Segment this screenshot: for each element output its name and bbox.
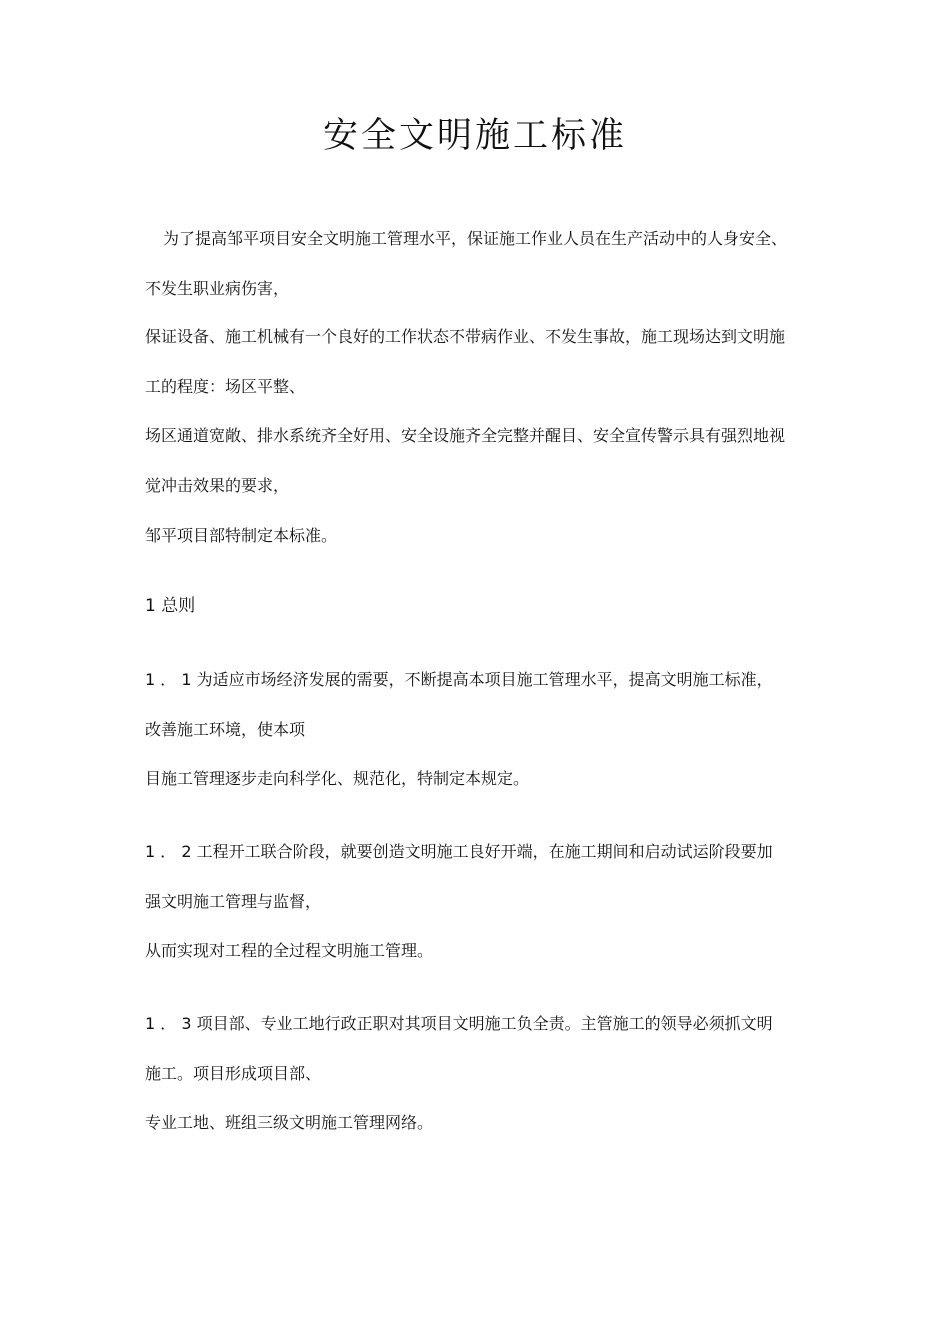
clause-1-1-line-1: 1 ． 1 为适应市场经济发展的需要，不断提高本项目施工管理水平，提高文明施工标准， <box>145 670 773 689</box>
intro-line-3: 保证设备、施工机械有一个良好的工作状态不带病作业、不发生事故，施工现场达到文明施 <box>145 327 786 346</box>
intro-line-2: 不发生职业病伤害， <box>145 279 290 298</box>
clause-1-2-line-1: 1 ． 2 工程开工联合阶段，就要创造文明施工良好开端，在施工期间和启动试运阶段要加 <box>145 842 773 861</box>
intro-line-6: 觉冲击效果的要求， <box>145 476 290 495</box>
clause-1-3-line-1: 1 ． 3 项目部、专业工地行政正职对其项目文明施工负全责。主管施工的领导必须抓文明 <box>145 1014 773 1033</box>
clause-1-1-line-2: 改善施工环境，使本项 <box>145 720 306 739</box>
clause-1-2-line-2: 强文明施工管理与监督， <box>145 892 322 911</box>
intro-line-4: 工的程度：场区平整、 <box>145 377 306 396</box>
clause-1-3-line-3: 专业工地、班组三级文明施工管理网络。 <box>145 1113 434 1132</box>
clause-1-3-line-2: 施工。项目形成项目部、 <box>145 1064 322 1083</box>
intro-line-1: 为了提高邹平项目安全文明施工管理水平，保证施工作业人员在生产活动中的人身安全、 <box>163 229 788 248</box>
document-title: 安全文明施工标准 <box>322 116 627 156</box>
intro-line-7: 邹平项目部特制定本标准。 <box>145 526 338 545</box>
clause-1-2-line-3: 从而实现对工程的全过程文明施工管理。 <box>145 941 434 960</box>
intro-line-5: 场区通道宽敞、排水系统齐全好用、安全设施齐全完整并醒目、安全宣传警示具有强烈地视 <box>145 426 786 445</box>
clause-1-1-line-3: 目施工管理逐步走向科学化、规范化，特制定本规定。 <box>145 769 530 788</box>
section-heading: 1 总则 <box>145 596 196 616</box>
